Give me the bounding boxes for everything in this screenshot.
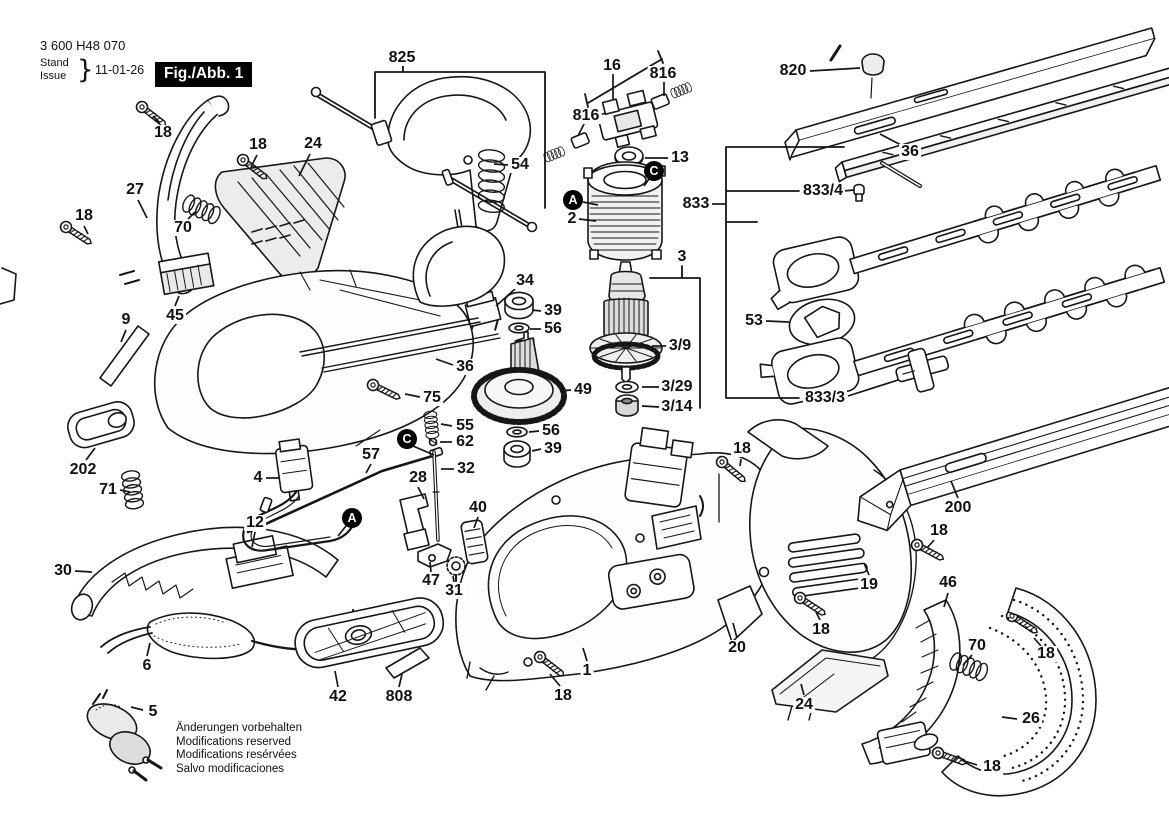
ref-marker-C: C [397, 429, 417, 449]
part-label-816: 816 [649, 65, 677, 82]
type-number: 3 600 H48 070 [40, 38, 126, 53]
part-label-45: 45 [166, 307, 184, 324]
part-label-31: 31 [445, 582, 463, 599]
handle-shell-825 [388, 77, 530, 231]
stand-label: Stand [40, 57, 69, 69]
part-label-3-29: 3/29 [661, 378, 693, 395]
part-label-32: 32 [457, 460, 475, 477]
part-label-18: 18 [733, 440, 751, 457]
body-half-right [748, 420, 916, 660]
part-label-3-9: 3/9 [668, 337, 692, 354]
part-label-4: 4 [253, 469, 263, 486]
part-label-3: 3 [677, 248, 687, 265]
part-label-56: 56 [542, 422, 560, 439]
part-label-36: 36 [456, 358, 474, 375]
part-label-55: 55 [456, 417, 474, 434]
part-label-57: 57 [362, 446, 380, 463]
note-en: Modifications reserved [176, 735, 292, 748]
part-label-200: 200 [944, 499, 972, 516]
part-label-16: 16 [603, 57, 621, 74]
part-label-71: 71 [99, 481, 117, 498]
spring-71 [121, 470, 144, 510]
part-label-20: 20 [728, 639, 746, 656]
part-label-808: 808 [385, 688, 413, 705]
part-label-9: 9 [121, 311, 131, 328]
part-label-40: 40 [469, 499, 487, 516]
part-label-27: 27 [126, 181, 144, 198]
part-label-18: 18 [554, 687, 572, 704]
fragment-left-edge [0, 268, 16, 304]
part-label-833: 833 [682, 195, 710, 212]
front-grip-24 [215, 158, 345, 280]
part-label-39: 39 [544, 302, 562, 319]
part-label-820: 820 [779, 62, 807, 79]
lever-47 [418, 544, 451, 567]
part-label-75: 75 [423, 389, 441, 406]
cap-39-lower [504, 441, 530, 467]
carbon-brush-816-right [651, 82, 693, 110]
part-label-833-3: 833/3 [804, 389, 846, 406]
gear-49 [474, 368, 564, 422]
part-label-34: 34 [516, 272, 534, 289]
part-label-49: 49 [574, 381, 592, 398]
part-label-46: 46 [939, 574, 957, 591]
carbon-brush-816-left [543, 132, 590, 162]
part-label-816: 816 [572, 107, 600, 124]
part-label-18: 18 [1037, 645, 1055, 662]
part-label-36: 36 [901, 143, 919, 160]
ref-marker-A: A [563, 190, 583, 210]
part-label-70: 70 [968, 637, 986, 654]
part-label-42: 42 [329, 688, 347, 705]
stand-issue-label [40, 57, 69, 82]
bracket-28 [400, 494, 429, 550]
note-de: Änderungen vorbehalten [176, 722, 302, 734]
part-label-24: 24 [304, 135, 322, 152]
part-label-70: 70 [174, 219, 192, 236]
part-label-6: 6 [142, 657, 152, 674]
part-label-5: 5 [148, 703, 158, 720]
brace-glyph: } [77, 55, 94, 85]
part-label-18: 18 [812, 621, 830, 638]
issue-label: Issue [40, 69, 67, 82]
part-label-833-4: 833/4 [802, 182, 844, 199]
note-es: Salvo modificaciones [176, 762, 285, 775]
part-label-18: 18 [249, 136, 267, 153]
part-label-13: 13 [671, 149, 689, 166]
part-label-39: 39 [544, 440, 562, 457]
part-label-1: 1 [582, 662, 592, 679]
part-label-12: 12 [246, 514, 264, 531]
part-label-28: 28 [409, 469, 427, 486]
part-label-24: 24 [795, 696, 813, 713]
part-label-62: 62 [456, 433, 474, 450]
part-label-30: 30 [54, 562, 72, 579]
part-label-56: 56 [544, 320, 562, 337]
clip-62 [429, 439, 437, 446]
switch-assembly-16 [594, 89, 660, 150]
part-label-2: 2 [567, 210, 577, 227]
pivot-plate-24 [772, 650, 888, 720]
part-label-53: 53 [745, 312, 763, 329]
ref-marker-C: C [644, 161, 664, 181]
part-label-18: 18 [75, 207, 93, 224]
part-label-825: 825 [388, 49, 416, 66]
armature-3-9 [590, 262, 662, 416]
belt-clip-202 [64, 398, 137, 451]
revision-date: 11-01-26 [95, 63, 145, 77]
part-label-54: 54 [511, 156, 529, 173]
part-label-202: 202 [69, 461, 97, 478]
modification-notes [176, 722, 302, 776]
part-label-18: 18 [930, 522, 948, 539]
guard-rail-200 [847, 385, 1169, 538]
ref-marker-A: A [342, 508, 362, 528]
link-rod-32 [433, 452, 439, 540]
figure-label-box: Fig./Abb. 1 [155, 62, 252, 87]
part-label-3-14: 3/14 [661, 398, 693, 415]
part-label-18: 18 [983, 758, 1001, 775]
part-label-47: 47 [422, 572, 440, 589]
part-label-18: 18 [154, 124, 172, 141]
part-label-26: 26 [1022, 710, 1040, 727]
cap-39-upper [505, 293, 533, 319]
washer-56-lower [507, 427, 527, 437]
note-fr: Modifications resérvées [176, 749, 297, 761]
part-label-19: 19 [860, 576, 878, 593]
